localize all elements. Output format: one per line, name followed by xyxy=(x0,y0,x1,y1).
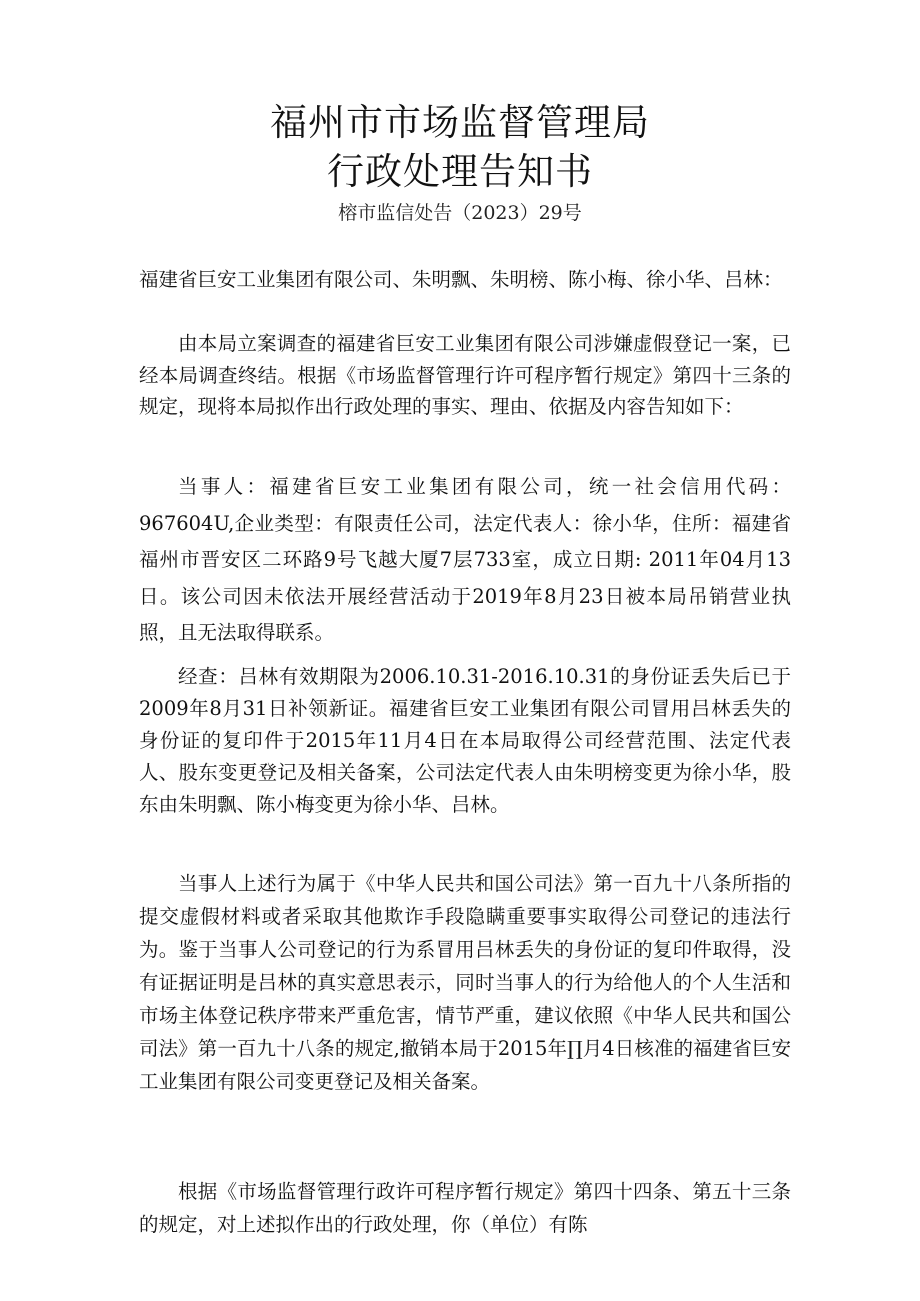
paragraph-case-intro: 由本局立案调查的福建省巨安工业集团有限公司涉嫌虚假登记一案，已经本局调查终结。根据《市场监督管理行许可程序暂行规定》第四十三条的规定，现将本局拟作出行政处理的事实、理由、依据及内容告知如下： xyxy=(139,332,791,418)
paragraph-legal-analysis: 当事人上述行为属于《中华人民共和国公司法》第一百九十八条所指的提交虚假材料或者采取其他欺诈手段隐瞒重要事实取得公司登记的违法行为。鉴于当事人公司登记的行为系冒用吕林丢失的身份证的复印件取得，没有证据证明是吕林的真实意思表示，同时当事人的行为给他人的个人生活和市场主体登记秩序带来严重危害，情节严重，建议依照《中华人民共和国公司法》第一百九十八条的规定,撤销本局于2015年∏月4日核准的福建省巨安工业集团有限公司变更登记及相关备案。 xyxy=(139,872,791,1093)
document-number: 榕市监信处告（2023）29号 xyxy=(338,202,582,224)
document-title-agency: 福州市市场监督管理局 xyxy=(270,101,650,144)
paragraph-hearing-rights: 根据《市场监督管理行政许可程序暂行规定》第四十四条、第五十三条的规定，对上述拟作出的行政处理，你（单位）有陈 xyxy=(139,1180,791,1236)
paragraph-party-info: 当事人：福建省巨安工业集团有限公司，统一社会信用代码：967604U,企业类型：有限责任公司，法定代表人：徐小华，住所：福建省福州市晋安区二环路9号飞越大厦7层733室，成立日期: 2011年04月13日。该公司因未依法开展经营活动于2019年8月23日被本局吊销营业执照，且无法取得联系。 xyxy=(139,475,791,644)
paragraph-investigation-findings: 经查：吕林有效期限为2006.10.31-2016.10.31的身份证丢失后已于2009年8月31日补领新证。福建省巨安工业集团有限公司冒用吕林丢失的身份证的复印件于2015年11月4日在本局取得公司经营范围、法定代表人、股东变更登记及相关备案，公司法定代表人由朱明榜变更为徐小华，股东由朱明飘、陈小梅变更为徐小华、吕林。 xyxy=(139,665,791,816)
addressee: 福建省巨安工业集团有限公司、朱明飘、朱明榜、陈小梅、徐小华、吕林： xyxy=(139,268,783,291)
document-title-notice: 行政处理告知书 xyxy=(327,150,593,193)
